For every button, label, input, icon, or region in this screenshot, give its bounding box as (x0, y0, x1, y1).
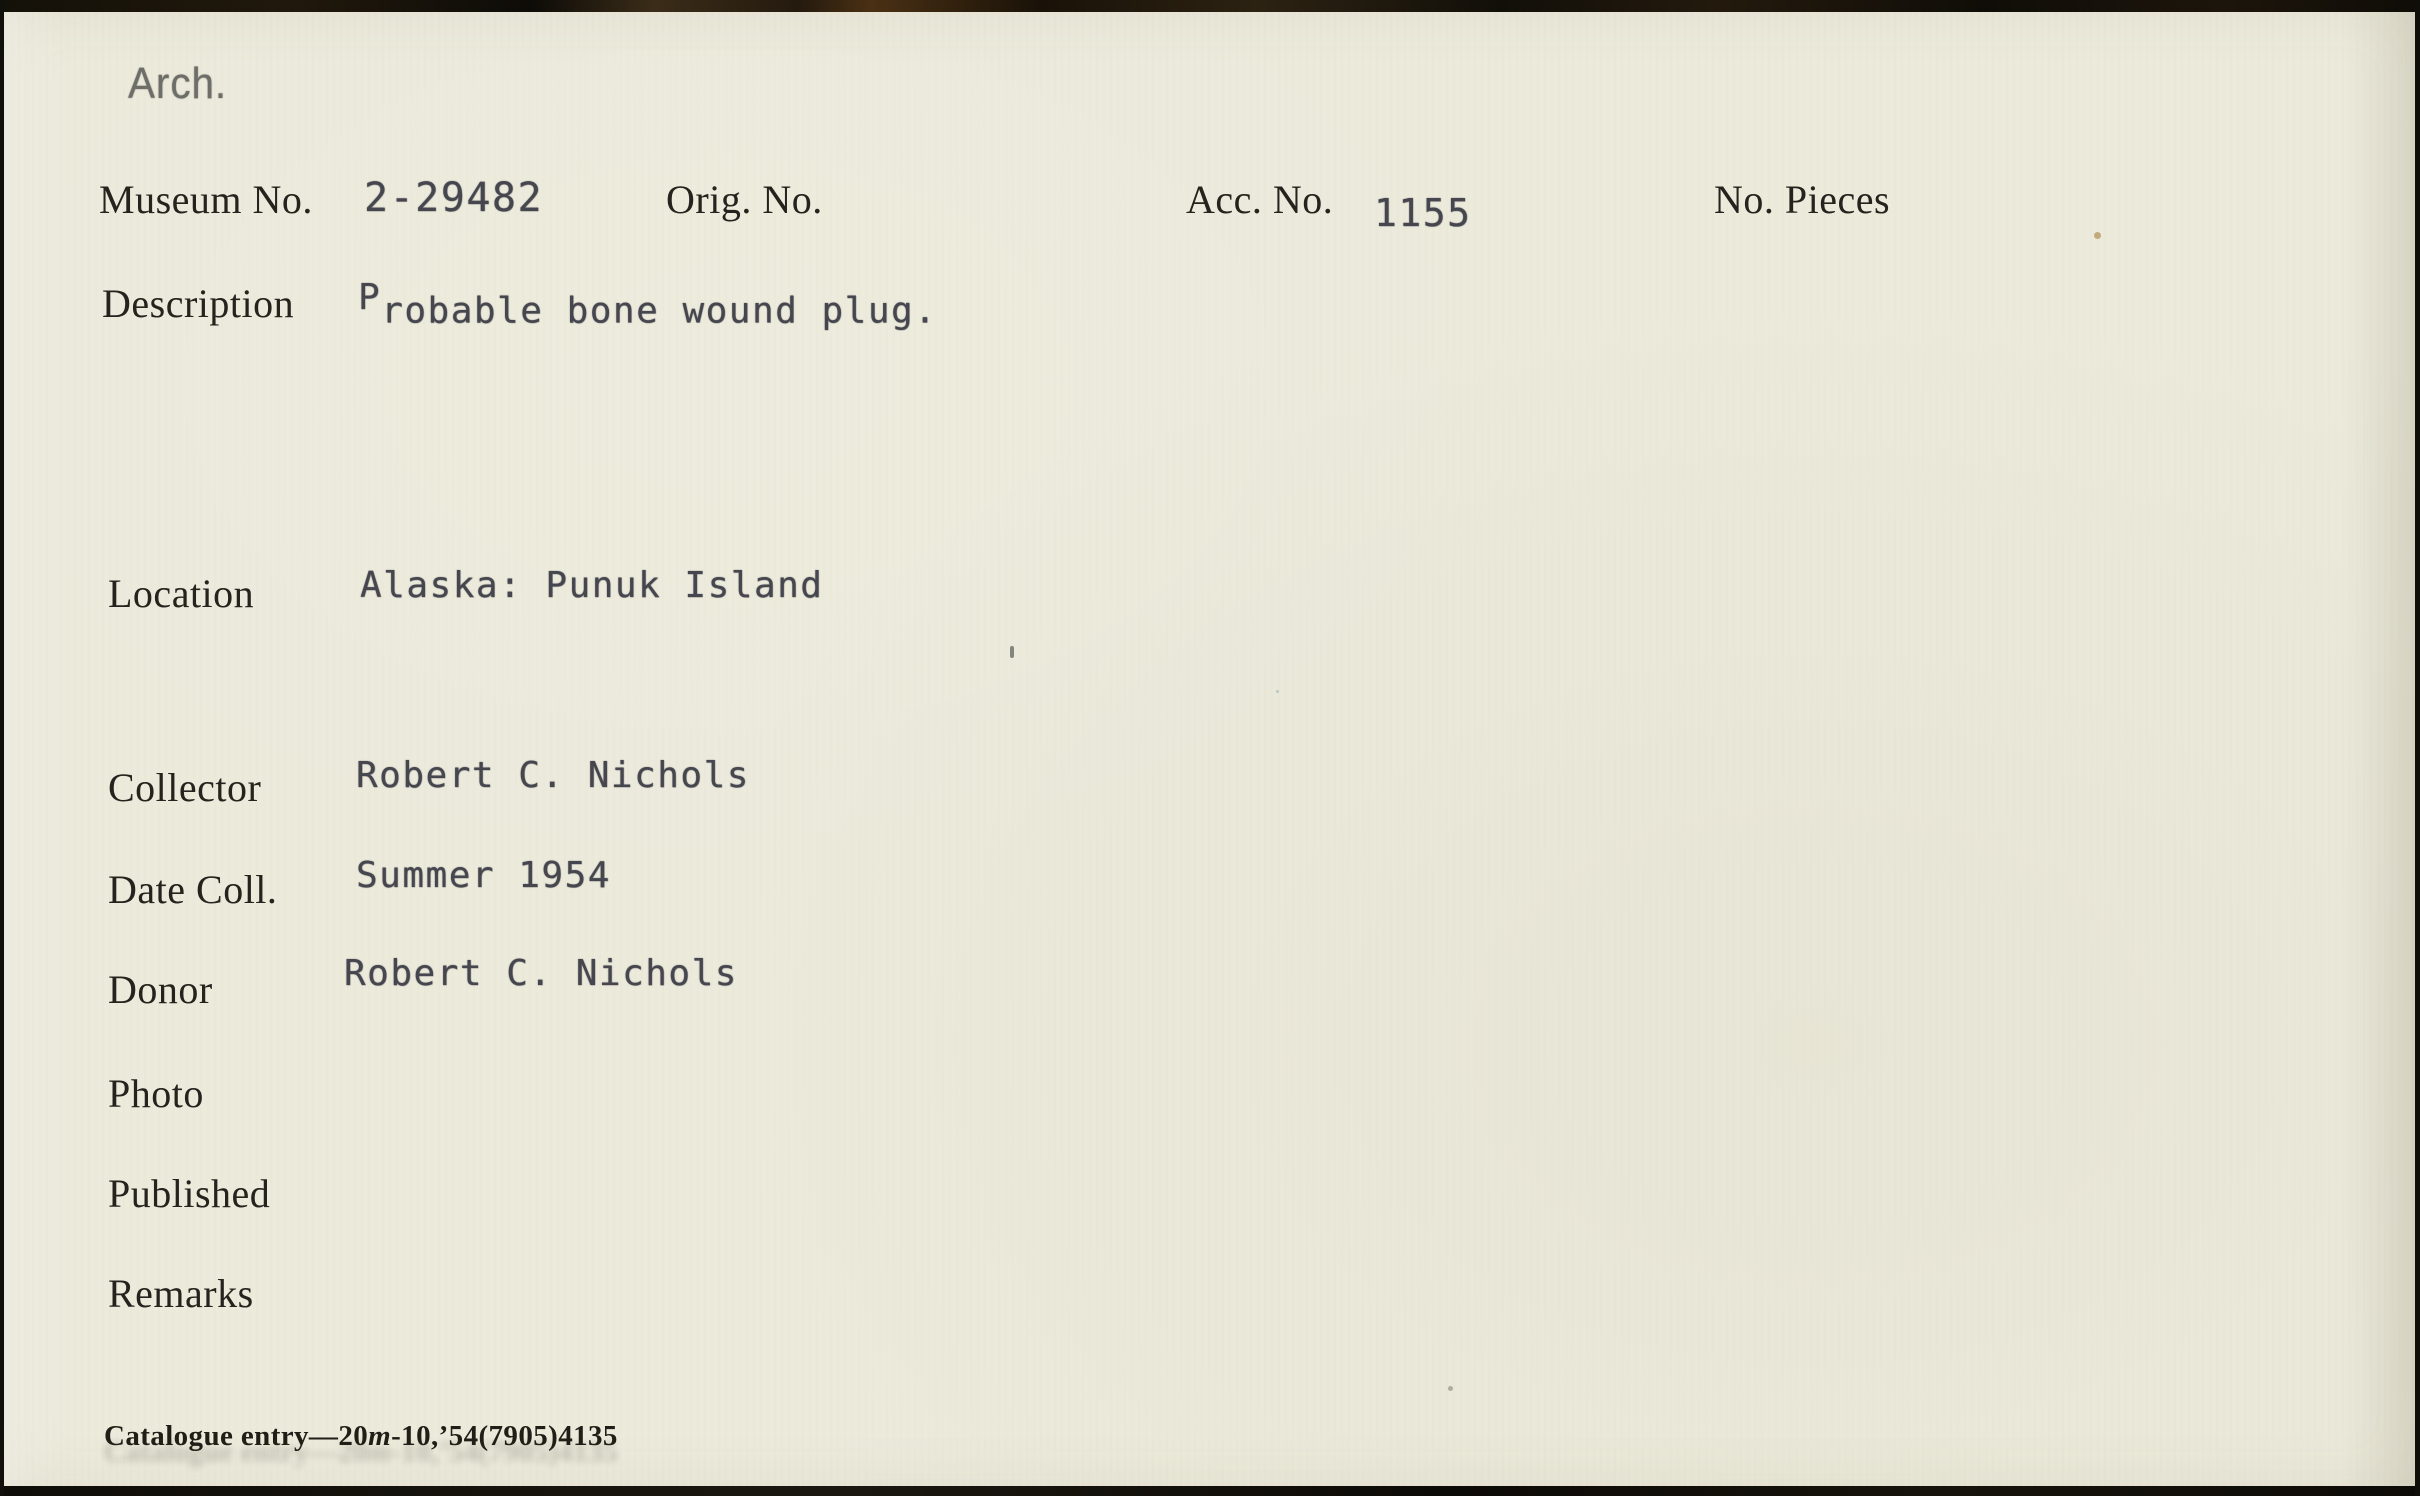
location-value: Alaska: Punuk Island (360, 565, 824, 606)
location-label: Location (108, 571, 255, 616)
collector-label: Collector (108, 765, 262, 810)
donor-label: Donor (108, 967, 213, 1012)
description-label: Description (102, 281, 295, 326)
photo-label: Photo (108, 1071, 204, 1116)
orig-no-label: Orig. No. (666, 177, 823, 222)
date-coll-label: Date Coll. (108, 867, 278, 912)
scan-border-left (0, 0, 4, 1496)
acc-no-label: Acc. No. (1186, 177, 1334, 222)
paper-speck (1448, 1386, 1453, 1391)
donor-value: Robert C. Nichols (344, 953, 738, 994)
scan-border-top (0, 0, 2420, 12)
published-label: Published (108, 1171, 271, 1216)
museum-no-label: Museum No. (99, 177, 313, 222)
catalogue-entry-italic-m: m (368, 1420, 392, 1452)
scan-border-right (2415, 0, 2420, 1496)
paper-speck (2094, 232, 2101, 239)
no-pieces-label: No. Pieces (1714, 177, 1891, 222)
scan-border-bottom (0, 1486, 2420, 1496)
date-coll-value: Summer 1954 (356, 855, 611, 896)
catalogue-entry-suffix: -10,’54(7905)4135 (391, 1420, 618, 1452)
acc-no-value: 1155 (1374, 191, 1472, 235)
classification-stamp: Arch. (128, 59, 228, 108)
paper-speck (1276, 690, 1279, 693)
catalogue-entry-footer (104, 1422, 618, 1451)
museum-no-value: 2-29482 (364, 175, 544, 221)
remarks-label: Remarks (108, 1271, 254, 1316)
card-paper (4, 12, 2415, 1486)
description-value: Probable bone wound plug. (358, 277, 938, 332)
catalogue-entry-prefix: Catalogue entry—20 (104, 1420, 369, 1452)
ink-mark (1010, 646, 1014, 658)
collector-value: Robert C. Nichols (356, 755, 750, 796)
